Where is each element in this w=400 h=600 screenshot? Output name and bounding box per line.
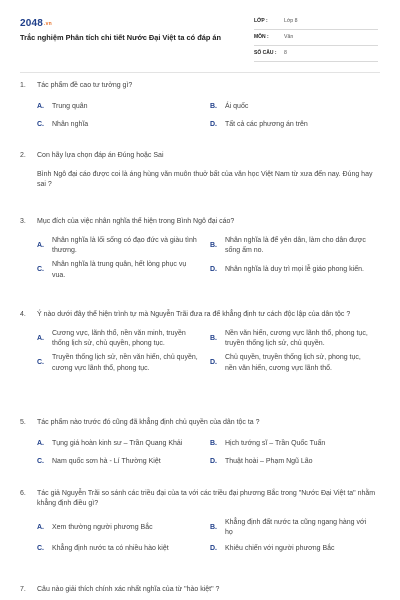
option-text: Thuật hoài – Phạm Ngũ Lão: [225, 458, 313, 466]
question-6: [20, 489, 380, 561]
option-text: Chủ quyền, truyền thống lịch sử, phong tục, nền văn hiến, cương vực lãnh thổ.: [225, 354, 361, 372]
header-divider: [20, 72, 380, 73]
option-letter: D.: [210, 359, 217, 367]
question-1: [20, 81, 380, 136]
option-a[interactable]: [37, 518, 210, 538]
question-7: [20, 585, 380, 595]
meta-value: Văn: [284, 33, 294, 40]
question-number: 7.: [20, 586, 26, 593]
option-text: Nam quốc sơn hà - Lí Thường Kiệt: [52, 458, 161, 466]
option-letter: A.: [37, 242, 44, 250]
option-text: Trung quân: [52, 103, 88, 111]
option-text: Khẳng định nước ta có nhiều hào kiệt: [52, 545, 169, 553]
option-letter: D.: [210, 266, 217, 274]
option-text: Khẳng định đất nước ta cũng ngang hàng với họ: [225, 519, 367, 537]
question-number: 5.: [20, 419, 26, 426]
option-letter: B.: [210, 524, 217, 532]
option-d[interactable]: [210, 353, 383, 373]
logo-suffix: .vn: [44, 21, 52, 27]
page-title: Trắc nghiệm Phân tích chi tiết Nước Đại Việt ta có đáp án: [20, 33, 222, 42]
option-text: Nhân nghĩa là duy trì mọi lễ giáo phong kiến.: [225, 266, 364, 274]
option-c[interactable]: [37, 455, 210, 469]
option-c[interactable]: [37, 353, 210, 373]
logo-text: 2048: [20, 18, 44, 29]
question-number: 6.: [20, 490, 26, 497]
option-letter: C.: [37, 266, 44, 274]
option-letter: C.: [37, 458, 44, 466]
question-head: [20, 489, 380, 509]
question-text: Tác phẩm đề cao tư tưởng gì?: [37, 82, 133, 89]
option-letter: B.: [210, 242, 217, 250]
question-head: [20, 418, 380, 428]
option-text: Xem thường người phương Bắc: [52, 524, 153, 532]
option-letter: B.: [210, 440, 217, 448]
option-d[interactable]: [210, 260, 383, 280]
option-text: Hịch tướng sĩ – Trần Quốc Tuấn: [225, 440, 326, 448]
meta-value: 8: [284, 49, 287, 56]
option-a[interactable]: [37, 329, 210, 349]
option-a[interactable]: [37, 437, 210, 451]
question-4: [20, 310, 380, 378]
question-text: Con hãy lựa chọn đáp án Đúng hoặc Sai: [37, 152, 164, 159]
meta-label: MÔN :: [254, 33, 269, 40]
option-letter: B.: [210, 103, 217, 111]
option-letter: D.: [210, 458, 217, 466]
question-text: Mục đích của việc nhân nghĩa thể hiện trong Bình Ngô đại cáo?: [37, 218, 235, 225]
question-number: 1.: [20, 82, 26, 89]
question-5: [20, 418, 380, 473]
meta-row-count: [254, 46, 378, 62]
meta-value: Lớp 8: [284, 17, 298, 24]
meta-row-class: [254, 14, 378, 30]
option-b[interactable]: [210, 236, 383, 256]
option-text: Nhân nghĩa là trung quân, hết lòng phục vụ vua.: [52, 261, 187, 279]
option-text: Tất cả các phương án trên: [225, 121, 308, 129]
quiz-meta-table: [254, 14, 378, 62]
options-grid: [20, 329, 380, 378]
option-d[interactable]: [210, 455, 383, 469]
question-2: [20, 151, 380, 190]
option-d[interactable]: [210, 543, 383, 557]
question-head: [20, 151, 380, 161]
site-logo[interactable]: [20, 17, 52, 32]
question-head: [20, 585, 380, 595]
option-b[interactable]: [210, 329, 383, 349]
option-a[interactable]: [37, 100, 210, 114]
option-b[interactable]: [210, 437, 383, 451]
question-text: Câu nào giải thích chính xác nhất nghĩa của từ "hào kiệt" ?: [37, 586, 220, 593]
option-text: Ái quốc: [225, 103, 249, 111]
option-letter: A.: [37, 335, 44, 343]
question-text: Tác giả Nguyễn Trãi so sánh các triều đại của ta với các triều đại phương Bắc trong "Nước Đại Việt ta" nhằm khẳng định điều gì?: [37, 490, 376, 508]
question-head: [20, 81, 380, 91]
option-a[interactable]: [37, 236, 210, 256]
option-text: Nền văn hiến, cương vực lãnh thổ, phong tục, truyền thống lịch sử, chủ quyền.: [225, 330, 368, 348]
options-grid: [20, 518, 380, 560]
option-letter: B.: [210, 335, 217, 343]
question-number: 4.: [20, 311, 26, 318]
options-grid: [20, 236, 380, 285]
options-grid: [20, 100, 380, 136]
option-text: Nhân nghĩa là để yên dân, làm cho dân được sống ấm no.: [225, 237, 366, 255]
question-head: [20, 310, 380, 320]
option-text: Tụng giá hoàn kinh sư – Trần Quang Khải: [52, 440, 183, 448]
option-letter: D.: [210, 121, 217, 129]
options-grid: [20, 437, 380, 473]
meta-label: SỐ CÂU :: [254, 49, 277, 56]
option-d[interactable]: [210, 118, 383, 132]
question-text: Tác phẩm nào trước đó cũng đã khẳng định chủ quyền của dân tộc ta ?: [37, 419, 260, 426]
question-number: 2.: [20, 152, 26, 159]
option-letter: C.: [37, 121, 44, 129]
question-3: [20, 217, 380, 285]
option-letter: D.: [210, 545, 217, 553]
question-statement: Bình Ngô đại cáo được coi là áng hùng văn muôn thuở bất của văn học Việt Nam từ xưa đến nay. Đúng hay sai ?: [37, 171, 373, 189]
option-text: Nhân nghĩa: [52, 121, 89, 129]
option-letter: A.: [37, 103, 44, 111]
question-head: [20, 217, 380, 227]
meta-label: LỚP :: [254, 17, 268, 24]
option-c[interactable]: [37, 260, 210, 280]
option-b[interactable]: [210, 100, 383, 114]
page-header: [0, 0, 400, 66]
option-c[interactable]: [37, 543, 210, 557]
option-letter: C.: [37, 359, 44, 367]
option-text: Cương vực, lãnh thổ, nền văn minh, truyền thống lịch sử, chủ quyền, phong tục.: [52, 330, 186, 348]
meta-row-subject: [254, 30, 378, 46]
option-letter: A.: [37, 440, 44, 448]
question-number: 3.: [20, 218, 26, 225]
option-text: Truyền thống lịch sử, nền văn hiến, chủ quyền, cương vực lãnh thổ, phong tục.: [52, 354, 198, 372]
option-c[interactable]: [37, 118, 210, 132]
option-text: Khiêu chiến với người phương Bắc: [225, 545, 335, 553]
option-letter: A.: [37, 524, 44, 532]
option-text: Nhân nghĩa là lối sống có đạo đức và giàu tình thương.: [52, 237, 197, 255]
option-b[interactable]: [210, 518, 383, 538]
question-text: Ý nào dưới đây thể hiện trình tự mà Nguyễn Trãi đưa ra để khẳng định tư cách độc lập của dân tộc ?: [37, 311, 351, 318]
option-letter: C.: [37, 545, 44, 553]
